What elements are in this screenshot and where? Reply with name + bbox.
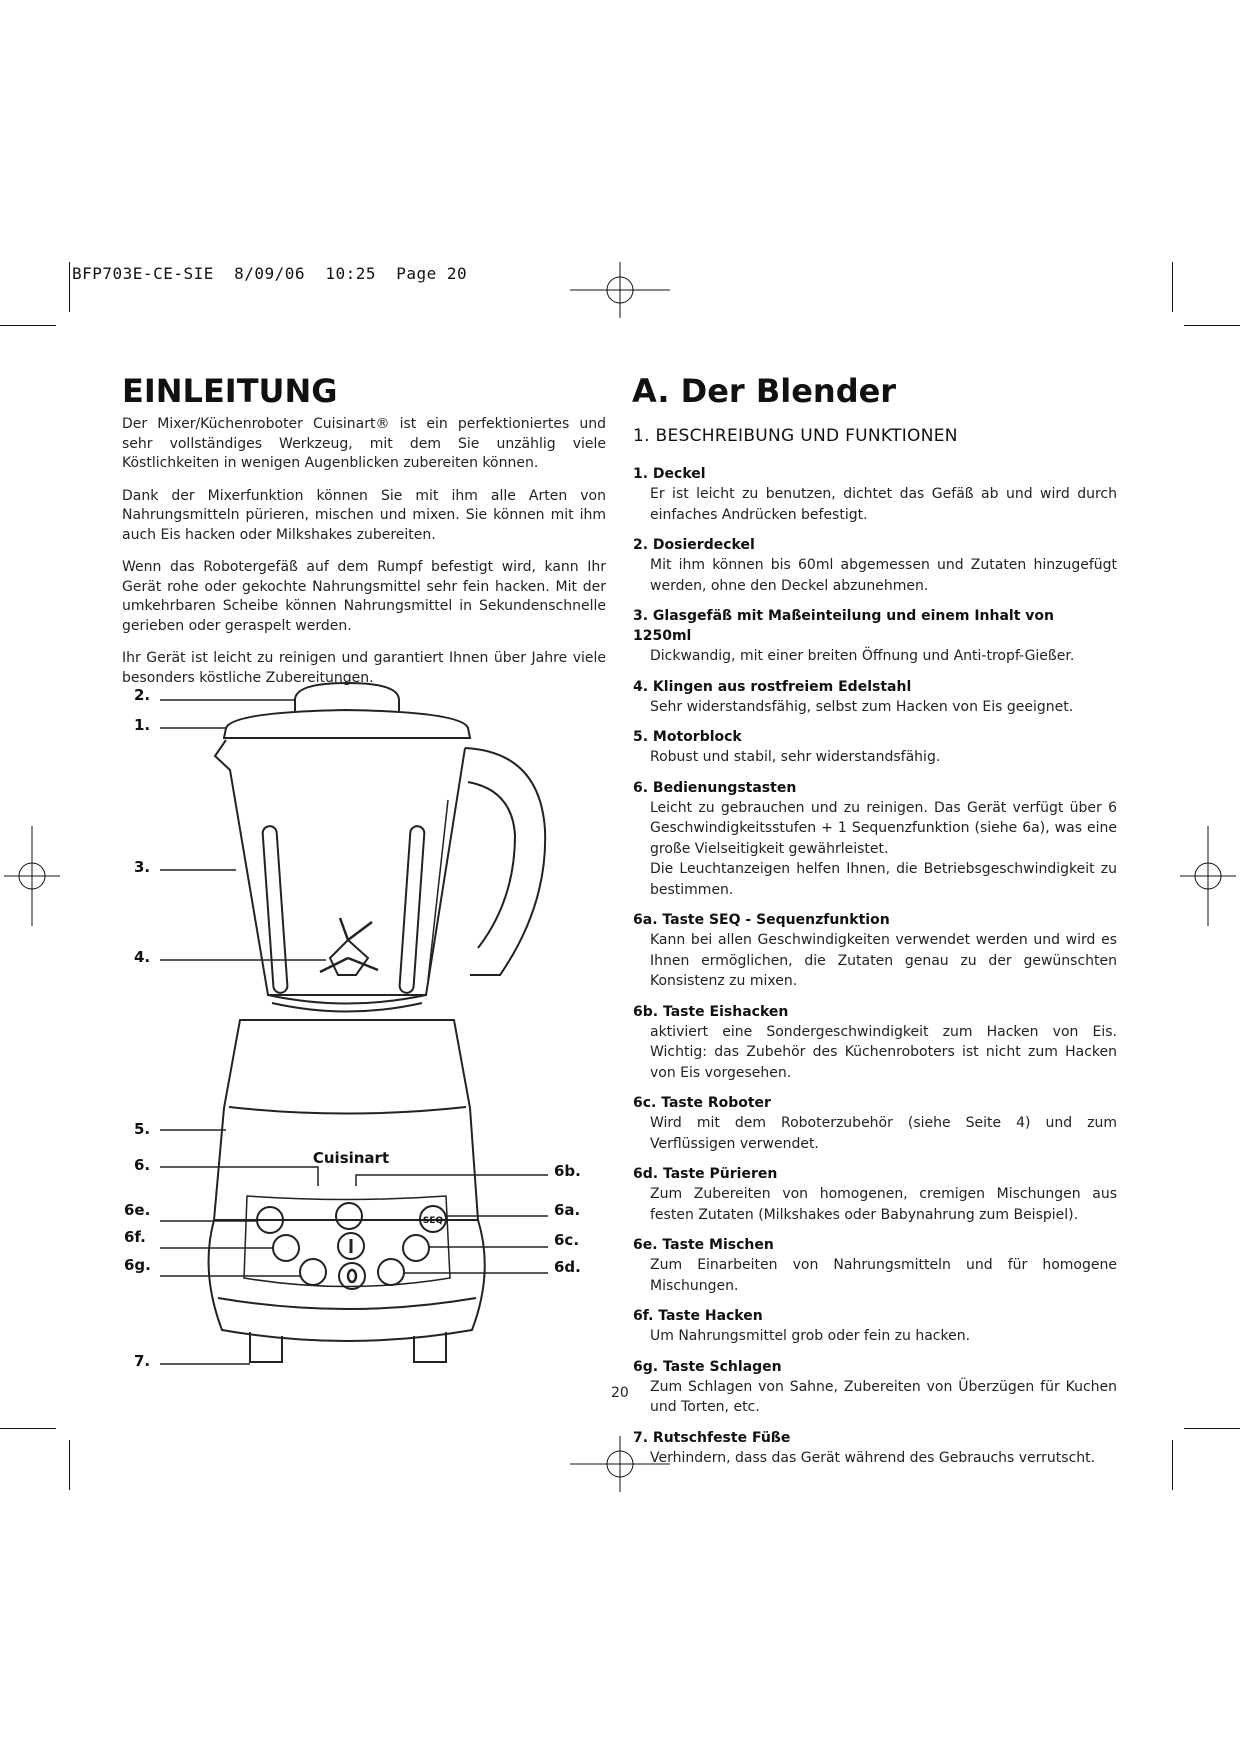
registration-mark-right xyxy=(1180,826,1236,926)
label-5: 5. xyxy=(134,1120,151,1138)
section-heading: 1. BESCHREIBUNG UND FUNKTIONEN xyxy=(633,426,958,446)
intro-paragraph-1: Der Mixer/Küchenroboter Cuisinart® ist ein perfektioniertes und sehr vollständiges Werkzeug, mit dem Sie unzählig viele Köstlichkeiten in wenigen Augenblicken zubereiten können. xyxy=(122,416,606,471)
feature-item-text: Er ist leicht zu benutzen, dichtet das Gefäß ab und wird durch einfaches Andrücken befestigt. xyxy=(650,486,1117,523)
feature-list xyxy=(633,464,1117,1478)
feature-item-title: 1. Deckel xyxy=(633,466,706,482)
feature-item xyxy=(633,1002,1117,1084)
feature-item-title: 6a. Taste SEQ - Sequenzfunktion xyxy=(633,912,890,928)
feature-item-title: 6b. Taste Eishacken xyxy=(633,1003,789,1020)
label-1: 1. xyxy=(134,716,151,734)
feature-item-title: 3. Glasgefäß mit Maßeinteilung und einem Inhalt von 1250ml xyxy=(633,608,1054,644)
feature-item xyxy=(633,1357,1117,1418)
feature-item-text: Kann bei allen Geschwindigkeiten verwendet werden und wird es Ihnen ermöglichen, die Zutaten genau zu der gewünschten Konsistenz zu mixen. xyxy=(650,932,1117,989)
feature-item-text: Dickwandig, mit einer breiten Öffnung und Anti-tropf-Gießer. xyxy=(650,648,1075,664)
feature-item-text: Leicht zu gebrauchen und zu reinigen. Das Gerät verfügt über 6 Geschwindigkeitsstufen + 1 Sequenzfunktion (siehe 6a), was eine große Vielseitigkeit gewährleistet. xyxy=(650,799,1117,857)
label-6c: 6c. xyxy=(554,1231,580,1249)
feature-item xyxy=(633,1093,1117,1154)
feature-item xyxy=(633,1164,1117,1225)
label-6: 6. xyxy=(134,1156,151,1174)
feature-item xyxy=(633,778,1117,901)
feature-item-title: 6e. Taste Mischen xyxy=(633,1237,774,1253)
intro-paragraph-4: Ihr Gerät ist leicht zu reinigen und garantiert Ihnen über Jahre viele besonders köstliche Zubereitungen. xyxy=(122,650,606,686)
feature-item-text: Zum Schlagen von Sahne, Zubereiten von Überzügen für Kuchen und Torten, etc. xyxy=(650,1378,1117,1415)
brand-logo: Cuisinart xyxy=(312,1149,390,1167)
feature-item-title: 6d. Taste Pürieren xyxy=(633,1166,778,1182)
feature-item xyxy=(633,727,1117,768)
label-6e: 6e. xyxy=(124,1201,151,1219)
feature-item-title: 6f. Taste Hacken xyxy=(633,1308,763,1324)
label-4: 4. xyxy=(134,948,151,966)
feature-item-title: 6g. Taste Schlagen xyxy=(633,1358,782,1375)
left-title: EINLEITUNG xyxy=(122,372,338,410)
feature-item-title: 4. Klingen aus rostfreiem Edelstahl xyxy=(633,678,912,695)
feature-item xyxy=(633,464,1117,525)
feature-item-text: Zum Zubereiten von homogenen, cremigen Mischungen aus festen Zutaten (Milkshakes oder Babynahrung zum Beispiel). xyxy=(650,1186,1117,1223)
feature-item-title: 7. Rutschfeste Füße xyxy=(633,1429,791,1446)
label-6a: 6a. xyxy=(554,1201,581,1219)
intro-text xyxy=(122,415,606,701)
feature-item-text: Um Nahrungsmittel grob oder fein zu hacken. xyxy=(650,1328,971,1344)
feature-item-text: aktiviert eine Sondergeschwindigkeit zum Hacken von Eis. Wichtig: das Zubehör des Küchenroboters ist nicht zum Hacken von Eis vorgesehen. xyxy=(650,1023,1117,1081)
label-7: 7. xyxy=(134,1352,151,1370)
label-6b: 6b. xyxy=(554,1162,581,1180)
feature-item xyxy=(633,606,1117,667)
page-number: 20 xyxy=(611,1385,629,1401)
feature-item xyxy=(633,535,1117,596)
label-6f: 6f. xyxy=(124,1228,146,1246)
feature-item-text: Wird mit dem Roboterzubehör (siehe Seite 4) und zum Verflüssigen verwendet. xyxy=(650,1115,1117,1152)
feature-item-title: 6c. Taste Roboter xyxy=(633,1095,771,1111)
feature-item xyxy=(633,677,1117,718)
print-header: BFP703E-CE-SIE 8/09/06 10:25 Page 20 xyxy=(72,264,468,283)
feature-item xyxy=(633,1428,1117,1469)
label-6d: 6d. xyxy=(554,1258,581,1276)
feature-item-text: Verhindern, dass das Gerät während des Gebrauchs verrutscht. xyxy=(650,1449,1096,1466)
intro-paragraph-3: Wenn das Robotergefäß auf dem Rumpf befestigt wird, kann Ihr Gerät rohe oder gekochte Nahrungsmittel sehr fein hacken. Mit der umkehrbaren Scheibe können Nahrungsmittel in Sekundenschnelle gerieben oder geraspelt werden. xyxy=(122,559,606,634)
feature-item-text: Mit ihm können bis 60ml abgemessen und Zutaten hinzugefügt werden, ohne den Deckel abzunehmen. xyxy=(650,557,1117,594)
blender-illustration xyxy=(0,670,620,1390)
feature-item-text: Die Leuchtanzeigen helfen Ihnen, die Betriebsgeschwindigkeit zu bestimmen. xyxy=(650,861,1117,898)
label-2: 2. xyxy=(134,686,151,704)
feature-item-title: 6. Bedienungstasten xyxy=(633,779,797,796)
intro-paragraph-2: Dank der Mixerfunktion können Sie mit ihm alle Arten von Nahrungsmitteln pürieren, mischen und mixen. Sie können mit ihm auch Eis hacken oder Milkshakes zubereiten. xyxy=(122,487,606,543)
feature-item-text: Zum Einarbeiten von Nahrungsmitteln und für homogene Mischungen. xyxy=(650,1257,1117,1294)
right-title: A. Der Blender xyxy=(632,372,897,410)
feature-item xyxy=(633,1235,1117,1296)
feature-item-text: Robust und stabil, sehr widerstandsfähig. xyxy=(650,749,941,765)
seq-button-label: SEQ xyxy=(422,1216,444,1226)
label-3: 3. xyxy=(134,858,151,876)
feature-item-title: 5. Motorblock xyxy=(633,729,742,745)
feature-item-title: 2. Dosierdeckel xyxy=(633,537,755,553)
feature-item xyxy=(633,1306,1117,1347)
label-6g: 6g. xyxy=(124,1256,151,1274)
registration-mark-top xyxy=(570,262,670,318)
feature-item xyxy=(633,910,1117,992)
feature-item-text: Sehr widerstandsfähig, selbst zum Hacken von Eis geeignet. xyxy=(650,698,1074,715)
